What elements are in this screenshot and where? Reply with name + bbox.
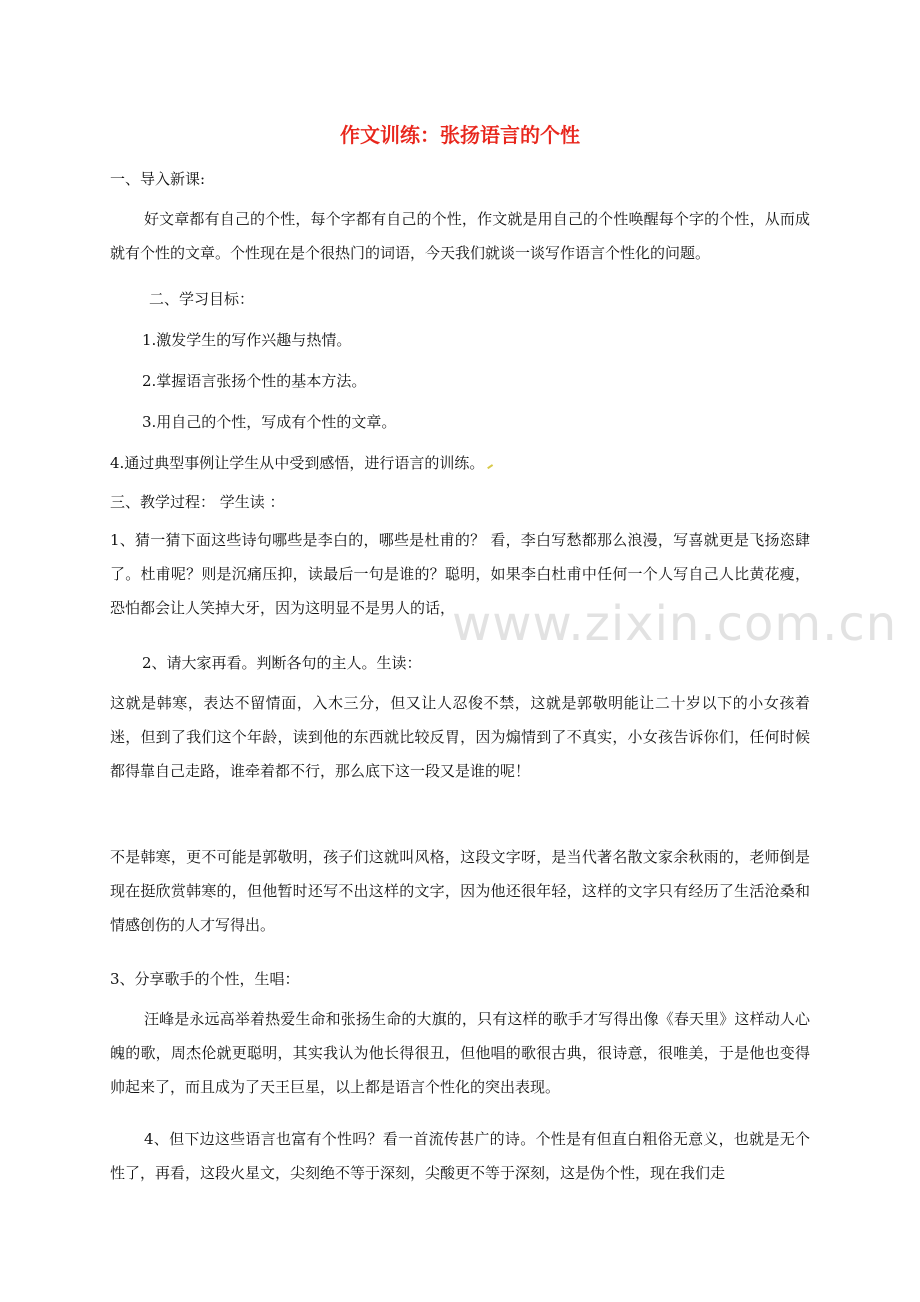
step-3-heading: 3、分享歌手的个性，生唱：	[110, 970, 300, 988]
watermark: www.zixin.com.cn	[452, 596, 898, 652]
goal-item-3: 3.用自己的个性，写成有个性的文章。	[142, 413, 397, 431]
document-title: 作文训练：张扬语言的个性	[340, 123, 580, 147]
step-4-paragraph: 4、但下边这些语言也富有个性吗？看一首流传甚广的诗。个性是有但直白粗俗无意义，也就是无个性了，再看，这段火星文，尖刻绝不等于深刻，尖酸更不等于深刻，这是伪个性，现在我们走	[110, 1130, 810, 1182]
annotation-mark	[485, 461, 493, 469]
goal-item-4-text: 4.通过典型事例让学生从中受到感悟，进行语言的训练。	[110, 454, 485, 472]
goal-item-2: 2.掌握语言张扬个性的基本方法。	[142, 372, 367, 390]
step-2-paragraph-2: 不是韩寒，更不可能是郭敬明，孩子们这就叫风格，这段文字呀，是当代著名散文家余秋雨的，老师倒是现在挺欣赏韩寒的，但他暂时还写不出这样的文字，因为他还很年轻，这样的文字只有经历了生活沧桑和情感创伤的人才写得出。	[110, 848, 810, 934]
step-1-paragraph: 1、猜一猜下面这些诗句哪些是李白的，哪些是杜甫的？ 看，李白写愁都那么浪漫，写喜就更是飞扬恣肆了。杜甫呢？则是沉痛压抑，读最后一句是谁的？聪明，如果李白杜甫中任何一个人写自己人比黄花瘦，恐怕都会让人笑掉大牙，因为这明显不是男人的话，	[110, 531, 810, 617]
step-3-paragraph: 汪峰是永远高举着热爱生命和张扬生命的大旗的，只有这样的歌手才写得出像《春天里》这样动人心魄的歌，周杰伦就更聪明，其实我认为他长得很丑，但他唱的歌很古典，很诗意，很唯美，于是他也变得帅起来了，而且成为了天王巨星，以上都是语言个性化的突出表现。	[110, 1010, 810, 1096]
goal-item-1: 1.激发学生的写作兴趣与热情。	[142, 331, 352, 349]
step-2-paragraph: 这就是韩寒，表达不留情面，入木三分，但又让人忍俊不禁，这就是郭敬明能让二十岁以下的小女孩着迷，但到了我们这个年龄，读到他的东西就比较反胃，因为煽情到了不真实，小女孩告诉你们，任何时候都得靠自己走路，谁牵着都不行，那么底下这一段又是谁的呢！	[110, 694, 810, 780]
goal-item-4	[110, 452, 492, 474]
intro-paragraph: 好文章都有自己的个性，每个字都有自己的个性，作文就是用自己的个性唤醒每个字的个性，从而成就有个性的文章。个性现在是个很热门的词语，今天我们就谈一谈写作语言个性化的问题。	[110, 210, 810, 262]
section-heading-intro: 一、导入新课:	[110, 170, 206, 188]
section-heading-process: 三、教学过程： 学生读 ：	[110, 493, 285, 511]
step-2-heading: 2、请大家再看。判断各句的主人。生读：	[142, 654, 422, 672]
section-heading-goals: 二、学习目标：	[149, 290, 255, 308]
